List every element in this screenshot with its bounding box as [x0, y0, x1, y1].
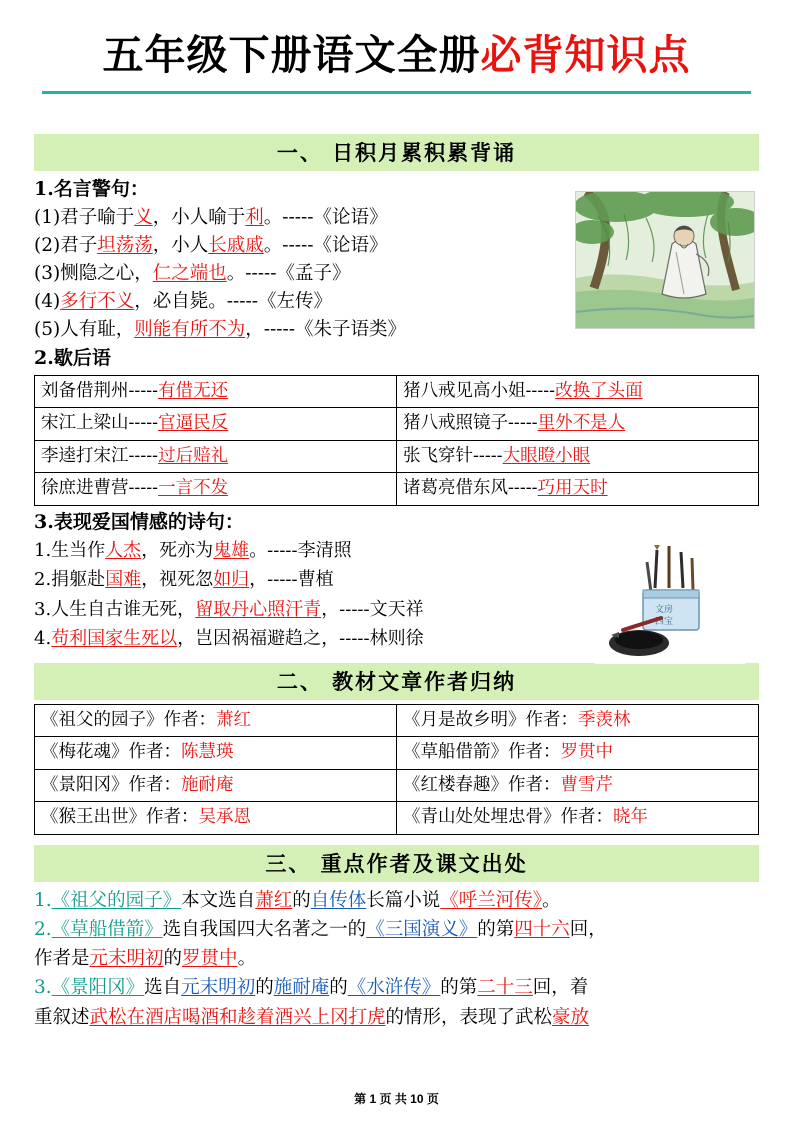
- section-3-heading: 三、 重点作者及课文出处: [34, 845, 759, 882]
- section-3-body: [34, 886, 759, 1032]
- list-item: (3)恻隐之心，仁之端也。-----《孟子》: [34, 262, 351, 284]
- patriotic-poem-list: [34, 536, 594, 653]
- table-cell: 刘备借荆州-----有借无还: [35, 375, 397, 408]
- table-row: [35, 408, 759, 441]
- table-row: [35, 375, 759, 408]
- list-item: 4.苟利国家生死以，岂因祸福避趋之，-----林则徐: [34, 627, 424, 649]
- table-cell: 张飞穿针-----大眼瞪小眼: [397, 440, 759, 473]
- table-cell: 猪八戒见高小姐-----改换了头面: [397, 375, 759, 408]
- table-cell: 诸葛亮借东风-----巧用天时: [397, 473, 759, 506]
- authors-table: [34, 704, 759, 835]
- list-item: 2.捐躯赴国难，视死忽如归，-----曹植: [34, 569, 334, 591]
- table-row: [35, 769, 759, 802]
- list-item: 1.生当作人杰，死亦为鬼雄。-----李清照: [34, 540, 352, 562]
- confucius-illustration: [575, 191, 755, 329]
- page-title-red: 必背知识点: [480, 31, 691, 79]
- maxims-list: [34, 204, 554, 345]
- paragraph: 2.《草船借箭》选自我国四大名著之一的《三国演义》的第四十六回，: [34, 919, 607, 941]
- svg-text:四宝: 四宝: [655, 617, 674, 628]
- table-cell: 《草船借箭》作者：罗贯中: [397, 737, 759, 770]
- table-cell: 《猴王出世》作者：吴承恩: [35, 802, 397, 835]
- list-item: (1)君子喻于义，小人喻于利。-----《论语》: [34, 206, 388, 228]
- table-cell: 《祖父的园子》作者：萧红: [35, 704, 397, 737]
- xiehouyu-subheading: 2.歇后语: [34, 347, 111, 370]
- list-item: (2)君子坦荡荡，小人长戚戚。-----《论语》: [34, 234, 388, 256]
- table-cell: 李逵打宋江-----过后赔礼: [35, 440, 397, 473]
- section-1-heading: 一、 日积月累积累背诵: [34, 134, 759, 171]
- table-cell: 《梅花魂》作者：陈慧瑛: [35, 737, 397, 770]
- xiehouyu-table: [34, 375, 759, 506]
- svg-text:文房: 文房: [655, 605, 674, 616]
- table-cell: 《青山处处埋忠骨》作者：晓年: [397, 802, 759, 835]
- list-item: 3.人生自古谁无死，留取丹心照汗青，-----文天祥: [34, 598, 424, 620]
- table-cell: 《景阳冈》作者：施耐庵: [35, 769, 397, 802]
- table-cell: 猪八戒照镜子-----里外不是人: [397, 408, 759, 441]
- table-row: [35, 473, 759, 506]
- section-1-body: [34, 175, 759, 653]
- table-cell: 《红楼春趣》作者：曹雪芹: [397, 769, 759, 802]
- paragraph: 3.《景阳冈》选自元末明初的施耐庵的《水浒传》的第二十三回，着: [34, 977, 589, 999]
- brush-inkstone-illustration: [595, 544, 745, 664]
- table-cell: 《月是故乡明》作者：季羡林: [397, 704, 759, 737]
- table-row: [35, 440, 759, 473]
- list-item: (5)人有耻，则能有所不为，-----《朱子语类》: [34, 319, 406, 341]
- paragraph: 重叙述武松在酒店喝酒和趁着酒兴上冈打虎的情形，表现了武松豪放: [34, 1006, 590, 1028]
- patriotic-subheading: 3.表现爱国情感的诗句：: [34, 510, 244, 533]
- list-item: (4)多行不义，必自毙。-----《左传》: [34, 290, 333, 312]
- table-cell: 宋江上梁山-----官逼民反: [35, 408, 397, 441]
- table-row: [35, 704, 759, 737]
- section-2-heading: 二、 教材文章作者归纳: [34, 663, 759, 700]
- paragraph: 1.《祖父的园子》本文选自萧红的自传体长篇小说《呼兰河传》。: [34, 889, 561, 911]
- table-cell: 徐庶进曹营-----一言不发: [35, 473, 397, 506]
- page-title: [34, 18, 759, 94]
- maxims-subheading: 1.名言警句：: [34, 178, 149, 201]
- page-title-black: 五年级下册语文全册: [102, 31, 481, 79]
- table-row: [35, 802, 759, 835]
- paragraph: 作者是元末明初的罗贯中。: [34, 948, 257, 970]
- table-row: [35, 737, 759, 770]
- page-footer: 第 1 页 共 10 页: [354, 1092, 439, 1106]
